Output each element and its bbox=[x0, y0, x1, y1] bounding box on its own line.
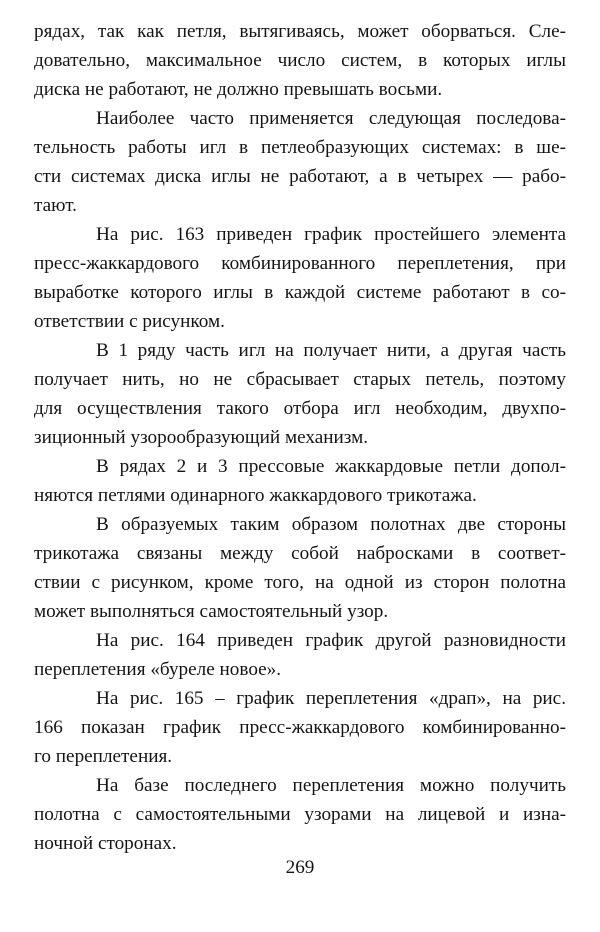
text-line: В 1 ряду часть игл на получает нити, а другая часть bbox=[96, 340, 566, 361]
paragraph bbox=[34, 336, 566, 452]
text-line: пресс-жаккардового комбинированного переплетения, при bbox=[34, 253, 566, 274]
text-line: В образуемых таким образом полотнах две стороны bbox=[96, 514, 566, 535]
text-line: ночной сторонах. bbox=[34, 833, 177, 854]
text-line: В рядах 2 и 3 прессовые жаккардовые петли допол- bbox=[96, 456, 566, 477]
paragraph bbox=[34, 220, 566, 336]
paragraph bbox=[34, 17, 566, 104]
paragraph bbox=[34, 626, 566, 684]
text-line: ответствии с рисунком. bbox=[34, 311, 225, 332]
paragraph bbox=[34, 771, 566, 858]
text-line: довательно, максимальное число систем, в которых иглы bbox=[34, 50, 566, 71]
text-line: получает нить, но не сбрасывает старых петель, поэтому bbox=[34, 369, 566, 390]
page-number: 269 bbox=[285, 857, 315, 878]
text-line: рядах, так как петля, вытягиваясь, может оборваться. Сле- bbox=[34, 21, 566, 42]
text-line: диска не работают, не должно превышать восьми. bbox=[34, 79, 443, 100]
text-line: для осуществления такого отбора игл необходим, двухпо- bbox=[34, 398, 566, 419]
text-line: полотна с самостоятельными узорами на лицевой и изна- bbox=[34, 804, 566, 825]
text-line: тают. bbox=[34, 195, 77, 216]
text-line: го переплетения. bbox=[34, 746, 173, 767]
text-line: На рис. 163 приведен график простейшего элемента bbox=[96, 224, 566, 245]
paragraph bbox=[34, 684, 566, 771]
body-text bbox=[34, 17, 566, 858]
text-line: няются петлями одинарного жаккардового трикотажа. bbox=[34, 485, 477, 506]
text-line: 166 показан график пресс-жаккардового комбинированно- bbox=[34, 717, 566, 738]
text-line: тельность работы игл в петлеобразующих системах: в ше- bbox=[34, 137, 566, 158]
text-line: переплетения «буреле новое». bbox=[34, 659, 282, 680]
paragraph bbox=[34, 452, 566, 510]
text-line: На рис. 164 приведен график другой разновидности bbox=[96, 630, 566, 651]
text-line: На рис. 165 – график переплетения «драп», на рис. bbox=[96, 688, 566, 709]
text-line: сти системах диска иглы не работают, а в четырех — рабо- bbox=[34, 166, 566, 187]
text-line: может выполняться самостоятельный узор. bbox=[34, 601, 389, 622]
text-line: зиционный узорообразующий механизм. bbox=[34, 427, 369, 448]
paragraph bbox=[34, 510, 566, 626]
text-line: выработке которого иглы в каждой системе работают в со- bbox=[34, 282, 566, 303]
text-line: трикотажа связаны между собой набросками в соответ- bbox=[34, 543, 566, 564]
paragraph bbox=[34, 104, 566, 220]
text-line: Наиболее часто применяется следующая последова- bbox=[96, 108, 566, 129]
text-line: На базе последнего переплетения можно получить bbox=[96, 775, 566, 796]
text-line: ствии с рисунком, кроме того, на одной из сторон полотна bbox=[34, 572, 566, 593]
